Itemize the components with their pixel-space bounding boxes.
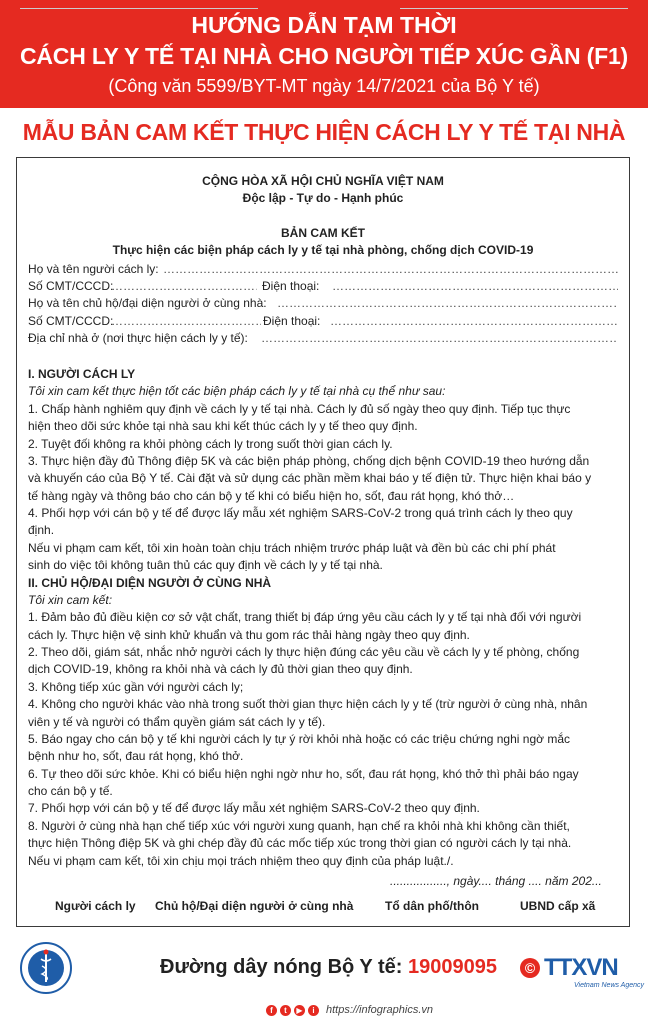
document-subtitle: Thực hiện các biện pháp cách ly y tế tại nhà phòng, chống dịch COVID-19 bbox=[112, 243, 534, 257]
footer-divider-right bbox=[400, 8, 628, 9]
footer-divider-left bbox=[20, 8, 258, 9]
field-blank-id2[interactable] bbox=[111, 313, 261, 330]
header-title-line2: CÁCH LY Y TẾ TẠI NHÀ CHO NGƯỜI TIẾP XÚC GẦN (F1) bbox=[19, 43, 628, 69]
header-banner bbox=[0, 0, 648, 108]
section2-line: dịch COVID-19, không ra khỏi nhà và cách ly đủ thời gian theo quy định. bbox=[28, 662, 413, 676]
field-blank-phone1[interactable] bbox=[332, 278, 618, 295]
section1-line: sinh do việc tôi không tuân thủ các quy định về cách ly y tế tại nhà. bbox=[28, 558, 383, 572]
field-blank-phone2[interactable] bbox=[330, 313, 618, 330]
section2-title: II. CHỦ HỘ/ĐẠI DIỆN NGƯỜI Ở CÙNG NHÀ bbox=[28, 576, 272, 590]
signature-isolated-person: Người cách ly bbox=[55, 899, 136, 913]
section1-line: 2. Tuyệt đối không ra khỏi phòng cách ly trong suốt thời gian cách ly. bbox=[28, 437, 393, 451]
section1-line: và khuyến cáo của Bộ Y tế. Cài đặt và sử dụng các phần mềm khai báo y tế điện tử. Thực hiện khai báo y bbox=[28, 471, 592, 485]
field-label-address: Địa chỉ nhà ở (nơi thực hiện cách ly y tế): bbox=[28, 331, 248, 345]
section1-title: I. NGƯỜI CÁCH LY bbox=[28, 367, 136, 381]
section2-intro: Tôi xin cam kết: bbox=[28, 593, 113, 607]
signature-residential-group: Tổ dân phố/thôn bbox=[385, 899, 479, 913]
section2-line: thực hiện Thông điệp 5K và ghi chép đầy đủ các mốc tiếp xúc trong thời gian có người cách ly tại nhà. bbox=[28, 836, 572, 850]
hotline-number[interactable]: 19009095 bbox=[407, 956, 497, 978]
field-label-id2: Số CMT/CCCD: bbox=[28, 314, 114, 328]
social-icon-3[interactable]: ▶ bbox=[294, 1005, 305, 1016]
section1-intro: Tôi xin cam kết thực hiện tốt các biện pháp cách ly y tế tại nhà cụ thể như sau: bbox=[28, 384, 446, 398]
signature-householder: Chủ hộ/Đại diện người ở cùng nhà bbox=[155, 899, 354, 913]
section1-line: định. bbox=[28, 523, 55, 537]
section2-line: 7. Phối hợp với cán bộ y tế để được lấy mẫu xét nghiệm SARS-CoV-2 theo quy định. bbox=[28, 801, 480, 815]
ttxvn-logo: TTXVN bbox=[544, 954, 618, 981]
field-label-phone1: Điện thoại: bbox=[262, 279, 320, 293]
section2-line: bệnh như ho, sốt, đau rát họng, khó thở. bbox=[28, 749, 244, 763]
section2-line: 4. Không cho người khác vào nhà trong suốt thời gian thực hiện cách ly y tế (trừ người ở cùng nhà, nhân bbox=[28, 697, 588, 711]
hotline-label: Đường dây nóng Bộ Y tế: bbox=[160, 956, 408, 978]
section2-line: 3. Không tiếp xúc gần với người cách ly; bbox=[28, 680, 244, 694]
section2-line: 2. Theo dõi, giám sát, nhắc nhở người cách ly thực hiện đúng các yêu cầu về cách ly y tế phòng, chống bbox=[28, 645, 580, 659]
field-label-householder: Họ và tên chủ hộ/đại diện người ở cùng nhà: bbox=[28, 296, 267, 310]
document-title: BẢN CAM KẾT bbox=[281, 226, 365, 240]
national-title: CỘNG HÒA XÃ HỘI CHỦ NGHĨA VIỆT NAM bbox=[202, 174, 444, 188]
section2-line: 8. Người ở cùng nhà hạn chế tiếp xúc với người xung quanh, hạn chế ra khỏi nhà khi không cần thiết, bbox=[28, 819, 570, 833]
field-blank-id1[interactable] bbox=[111, 278, 257, 295]
section1-line: 4. Phối hợp với cán bộ y tế để được lấy mẫu xét nghiệm SARS-CoV-2 trong quá trình cách ly theo quy bbox=[28, 506, 573, 520]
section1-line: 1. Chấp hành nghiêm quy định về cách ly y tế tại nhà. Cách ly đủ số ngày theo quy định. Tiếp tục thực bbox=[28, 402, 571, 416]
date-line: ................., ngày.... tháng .... năm 202... bbox=[390, 874, 602, 888]
field-blank-name[interactable] bbox=[163, 261, 618, 278]
hotline bbox=[160, 956, 497, 979]
social-icon-1[interactable]: f bbox=[266, 1005, 277, 1016]
section2-line: Nếu vi phạm cam kết, tôi xin chịu mọi trách nhiệm theo quy định của pháp luật./. bbox=[28, 854, 454, 868]
header-subtitle: (Công văn 5599/BYT-MT ngày 14/7/2021 của Bộ Y tế) bbox=[108, 76, 540, 96]
website-link[interactable]: https://infographics.vn bbox=[326, 1004, 434, 1016]
field-blank-householder[interactable] bbox=[277, 295, 618, 312]
national-motto: Độc lập - Tự do - Hạnh phúc bbox=[242, 191, 404, 205]
social-icon-4[interactable]: i bbox=[308, 1005, 319, 1016]
section2-line: cho cán bộ y tế. bbox=[28, 784, 113, 798]
section1-line: tế hàng ngày và thông báo cho cán bộ y tế khi có biểu hiện ho, sốt, đau rát họng, khó thở… bbox=[28, 489, 515, 503]
header-title-line1: HƯỚNG DẪN TẠM THỜI bbox=[191, 12, 457, 38]
field-label-name: Họ và tên người cách ly: bbox=[28, 262, 159, 276]
section2-line: 5. Báo ngay cho cán bộ y tế khi người cách ly tự ý rời khỏi nhà hoặc có các triệu chứng nghi ngờ mắc bbox=[28, 732, 570, 746]
field-label-id1: Số CMT/CCCD: bbox=[28, 279, 114, 293]
signature-commune-committee: UBND cấp xã bbox=[520, 899, 596, 913]
social-icon-2[interactable]: t bbox=[280, 1005, 291, 1016]
section2-line: viên y tế và người có thẩm quyền giám sát cách ly y tế). bbox=[28, 715, 326, 729]
copyright-icon: © bbox=[520, 958, 540, 978]
field-label-phone2: Điện thoại: bbox=[263, 314, 321, 328]
section2-line: 1. Đảm bảo đủ điều kiện cơ sở vật chất, trang thiết bị đáp ứng yêu cầu cách ly y tế tại nhà đối với người bbox=[28, 610, 582, 624]
section1-line: hiện theo dõi sức khỏe tại nhà sau khi kết thúc cách ly y tế theo quy định. bbox=[28, 419, 418, 433]
agency-tagline: Vietnam News Agency bbox=[574, 982, 645, 989]
ministry-of-health-logo-icon bbox=[20, 942, 72, 994]
section2-line: cách ly. Thực hiện vệ sinh khử khuẩn và thu gom rác thải hàng ngày theo quy định. bbox=[28, 628, 470, 642]
section1-line: Nếu vi phạm cam kết, tôi xin hoàn toàn chịu trách nhiệm trước pháp luật và đền bù các chi phí phát bbox=[28, 541, 556, 555]
form-title: MẪU BẢN CAM KẾT THỰC HIỆN CÁCH LY Y TẾ TẠI NHÀ bbox=[22, 119, 626, 145]
section2-line: 6. Tự theo dõi sức khỏe. Khi có biểu hiện nghi ngờ như ho, sốt, đau rát họng, khó thở thì phải báo ngay bbox=[28, 767, 579, 781]
section1-line: 3. Thực hiện đầy đủ Thông điệp 5K và các biện pháp phòng, chống dịch bệnh COVID-19 theo hướng dẫn bbox=[28, 454, 590, 468]
field-blank-address[interactable] bbox=[261, 330, 618, 347]
